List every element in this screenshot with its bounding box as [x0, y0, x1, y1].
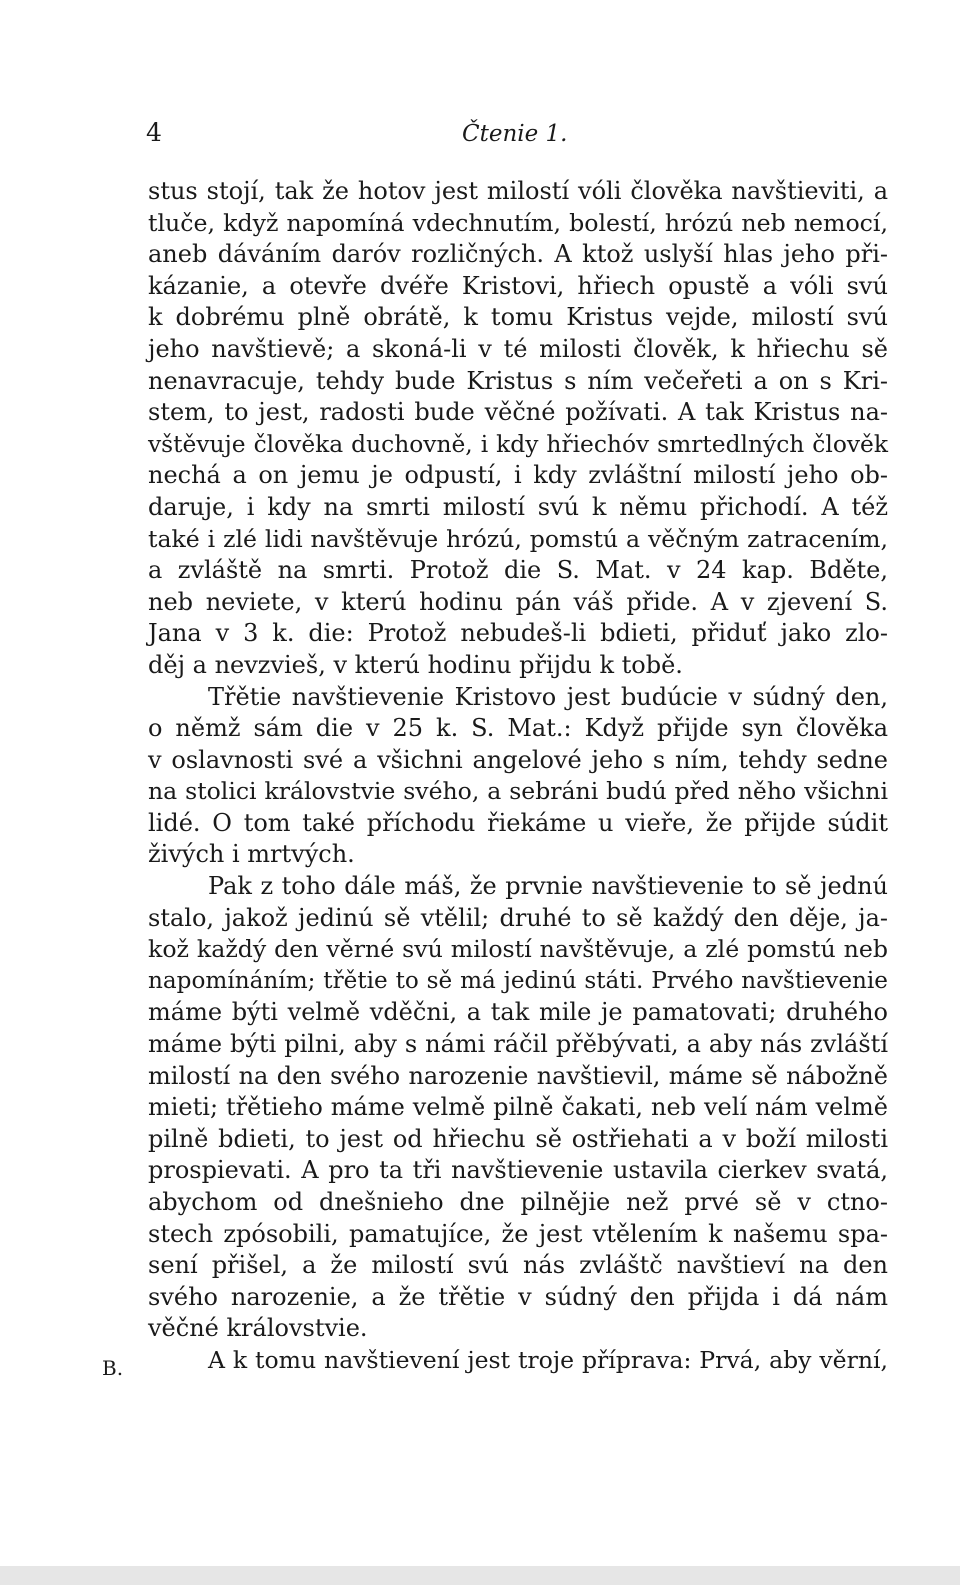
- body-text: [148, 176, 888, 1377]
- text-line: aneb dáváním daróv rozličných. A ktož uslyší hlas jeho při-: [148, 240, 888, 269]
- text-line: Pak z toho dále máš, že prvnie navštievenie to sě jednú: [208, 872, 888, 901]
- text-line: k dobrému plně obrátě, k tomu Kristus vejde, milostí svú: [148, 303, 888, 332]
- text-line: daruje, i kdy na smrti milostí svú k němu přichodí. A též: [148, 492, 888, 521]
- text-line: lidé. O tom také příchodu řiekáme u vieře, že přijde súdit: [148, 808, 888, 837]
- text-line: stech zpósobili, pamatujíce, že jest vtělením k našemu spa-: [148, 1219, 888, 1248]
- text-line: živých i mrtvých.: [148, 840, 355, 869]
- text-line: také i zlé lidi navštěvuje hrózú, pomstú a věčným zatracením,: [148, 524, 888, 553]
- page-number: 4: [146, 118, 162, 147]
- text-line: máme býti pilni, aby s námi ráčil přěbývati, a aby nás zvláští: [148, 1030, 888, 1059]
- text-line: abychom od dnešnieho dne pilnějie než prvé sě v ctno-: [148, 1188, 888, 1216]
- text-line: o němž sám die v 25 k. S. Mat.: Když přijde syn člověka: [148, 714, 888, 743]
- text-line: nenavracuje, tehdy bude Kristus s ním večeřeti a on s Kri-: [148, 366, 888, 395]
- text-line: kázanie, a otevře dvéře Kristovi, hřiech opustě a vóli svú: [148, 271, 888, 300]
- text-line: pilně bdieti, to jest od hřiechu sě ostřiehati a v boží milosti: [148, 1124, 888, 1153]
- text-line: nechá a on jemu je odpustí, i kdy zvláštní milostí jeho ob-: [148, 461, 888, 490]
- text-line: na stolici královstvie svého, a sebráni budú před něho všichni: [148, 777, 888, 806]
- text-line: prospievati. A pro ta tři navštievenie ustavila cierkev svatá,: [148, 1156, 888, 1185]
- text-line: a zvláště na smrti. Protož die S. Mat. v 24 kap. Bděte,: [148, 556, 888, 585]
- text-line: svého narozenie, a že třětie v súdný den přijda i dá nám: [148, 1282, 888, 1311]
- running-head: Čtenie 1.: [462, 121, 568, 147]
- text-line: napomínáním; třětie to sě má jedinú státi. Prvého navštievenie: [148, 967, 888, 994]
- text-line: Jana v 3 k. die: Protož nebudeš-li bdieti, přiduť jako zlo-: [148, 619, 888, 648]
- text-line: v oslavnosti své a všichni angelové jeho s ním, tehdy sedne: [148, 745, 888, 774]
- text-line: máme býti velmě vděčni, a tak mile je pamatovati; druhého: [148, 998, 888, 1027]
- text-line: děj a nevzvieš, v kterú hodinu přijdu k tobě.: [148, 650, 683, 679]
- text-line: sení přišel, a že milostí svú nás zvláštč navštieví na den: [148, 1251, 888, 1280]
- text-line: jeho navštievě; a skoná-li v té milosti člověk, k hřiechu sě: [148, 334, 888, 363]
- text-line: mieti; třětieho máme velmě pilně čakati, neb velí nám velmě: [148, 1093, 888, 1122]
- text-line: A k tomu navštievení jest troje příprava: Prvá, aby věrní,: [208, 1345, 888, 1374]
- text-line: Třětie navštievenie Kristovo jest budúcie v súdný den,: [208, 682, 888, 711]
- text-line: stem, to jest, radosti bude věčné požívati. A tak Kristus na-: [148, 398, 888, 427]
- text-line: věčné královstvie.: [148, 1314, 368, 1343]
- scan-bottom-edge: [0, 1566, 960, 1585]
- text-line: neb neviete, v kterú hodinu pán váš přide. A v zjevení S.: [148, 587, 888, 616]
- text-line: stus stojí, tak že hotov jest milostí vóli člověka navštieviti, a: [148, 177, 888, 205]
- text-line: kož každý den věrné svú milostí navštěvuje, a zlé pomstú neb: [148, 935, 888, 964]
- text-line: milostí na den svého narozenie navštievil, máme sě nábožně: [148, 1061, 888, 1090]
- margin-note: B.: [102, 1356, 124, 1380]
- text-line: vštěvuje člověka duchovně, i kdy hřiechóv smrtedlných člověk: [148, 429, 888, 458]
- text-line: stalo, jakož jedinú sě vtělil; druhé to sě každý den děje, ja-: [148, 903, 888, 932]
- text-line: tluče, když napomíná vdechnutím, bolestí, hrózú neb nemocí,: [148, 208, 888, 237]
